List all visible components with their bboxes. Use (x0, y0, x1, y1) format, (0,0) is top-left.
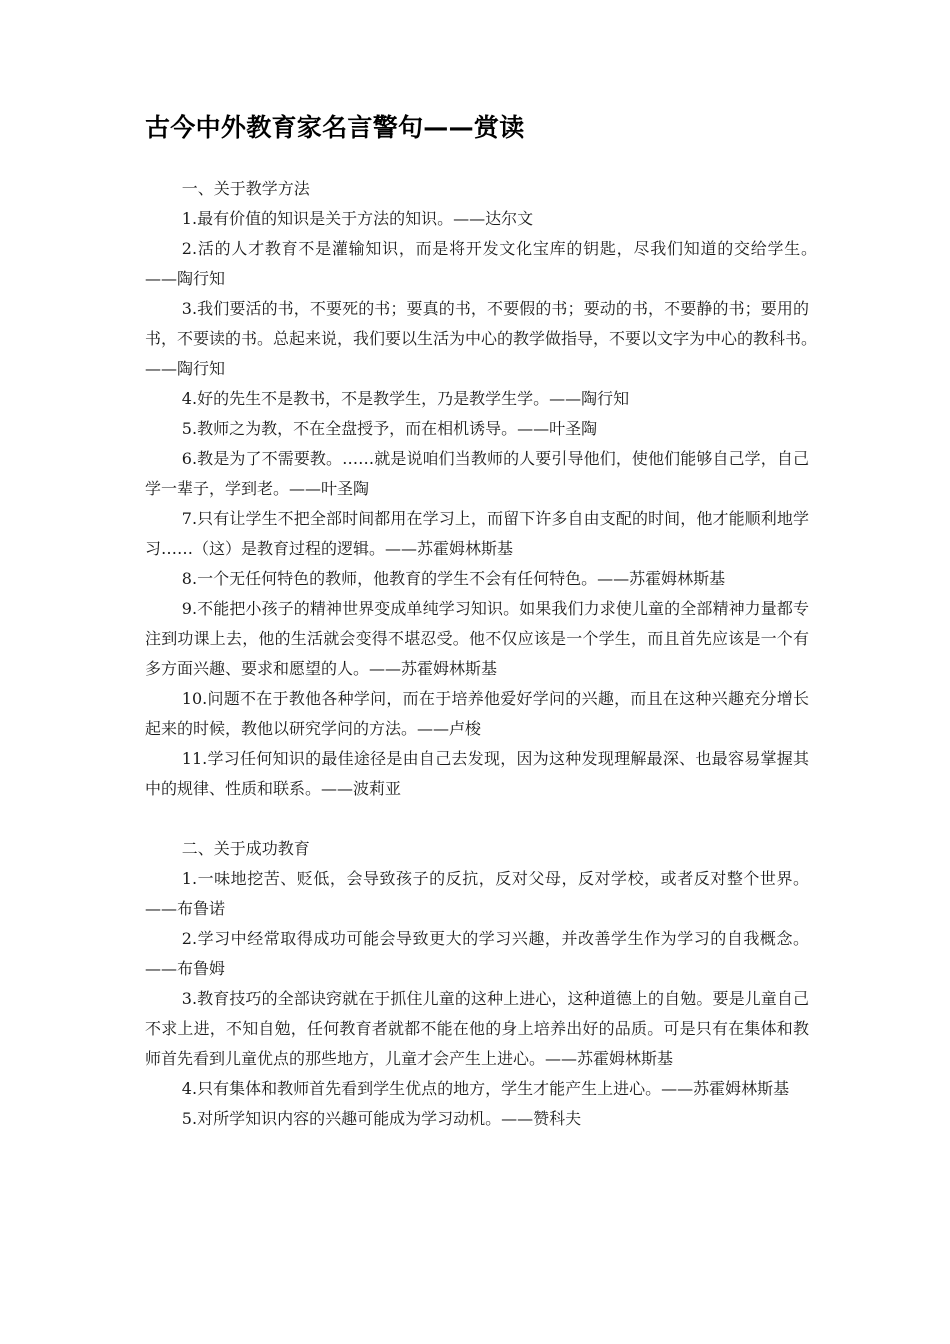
quote-item: 3.我们要活的书，不要死的书；要真的书，不要假的书；要动的书，不要静的书；要用的书，不要读的书。总起来说，我们要以生活为中心的教学做指导，不要以文字为中心的教科书。 ——陶行知 (145, 299, 858, 378)
quote-item: 10.问题不在于教他各种学问，而在于培养他爱好学问的兴趣，而且在这种兴趣充分增长起来的时候，教他以研究学问的方法。——卢梭 (145, 689, 809, 738)
quote-item: 1.一味地挖苦、贬低，会导致孩子的反抗，反对父母，反对学校，或者反对整个世界。——布鲁诺 (145, 869, 809, 918)
quote-item: 6.教是为了不需要教。……就是说咱们当教师的人要引导他们，使他们能够自己学，自己学一辈子，学到老。——叶圣陶 (145, 449, 809, 498)
quote-item: 9.不能把小孩子的精神世界变成单纯学习知识。如果我们力求使儿童的全部精神力量都专注到功课上去，他的生活就会变得不堪忍受。他不仅应该是一个学生，而且首先应该是一个有多方面兴趣、要求和愿望的人。——苏霍姆林斯基 (145, 599, 809, 678)
quote-item: 4.好的先生不是教书，不是教学生，乃是教学生学。——陶行知 (181, 389, 630, 408)
quote-item: 5.对所学知识内容的兴趣可能成为学习动机。——赞科夫 (181, 1109, 582, 1128)
quote-item: 2.活的人才教育不是灌输知识，而是将开发文化宝库的钥匙，尽我们知道的交给学生。 ——陶行知 (145, 239, 858, 288)
quote-item: 1.最有价值的知识是关于方法的知识。——达尔文 (181, 209, 534, 228)
quote-item: 3.教育技巧的全部诀窍就在于抓住儿童的这种上进心，这种道德上的自勉。要是儿童自己不求上进，不知自勉，任何教育者就都不能在他的身上培养出好的品质。可是只有在集体和教师首先看到儿童优点的那些地方，儿童才会产生上进心。——苏霍姆林斯基 (145, 989, 809, 1068)
section-teaching-methods (145, 174, 858, 804)
section-heading: 一、关于教学方法 (181, 179, 310, 198)
quote-item: 8.一个无任何特色的教师，他教育的学生不会有任何特色。——苏霍姆林斯基 (181, 569, 726, 588)
document-body (145, 108, 858, 1134)
quote-item: 4.只有集体和教师首先看到学生优点的地方，学生才能产生上进心。——苏霍姆林斯基 (181, 1079, 790, 1098)
quote-item: 11.学习任何知识的最佳途径是由自己去发现，因为这种发现理解最深、也最容易掌握其中的规律、性质和联系。——波莉亚 (145, 749, 809, 798)
quote-list (145, 864, 809, 1134)
quote-item: 7.只有让学生不把全部时间都用在学习上，而留下许多自由支配的时间，他才能顺利地学习……（这）是教育过程的逻辑。——苏霍姆林斯基 (145, 509, 809, 558)
section-heading: 二、关于成功教育 (181, 839, 310, 858)
document-title: 古今中外教育家名言警句——赏读 (145, 113, 525, 142)
quote-item: 5.教师之为教，不在全盘授予，而在相机诱导。——叶圣陶 (181, 419, 598, 438)
section-success-education (145, 834, 809, 1134)
quote-item: 2.学习中经常取得成功可能会导致更大的学习兴趣，并改善学生作为学习的自我概念。——布鲁姆 (145, 929, 809, 978)
quote-list (145, 204, 858, 804)
